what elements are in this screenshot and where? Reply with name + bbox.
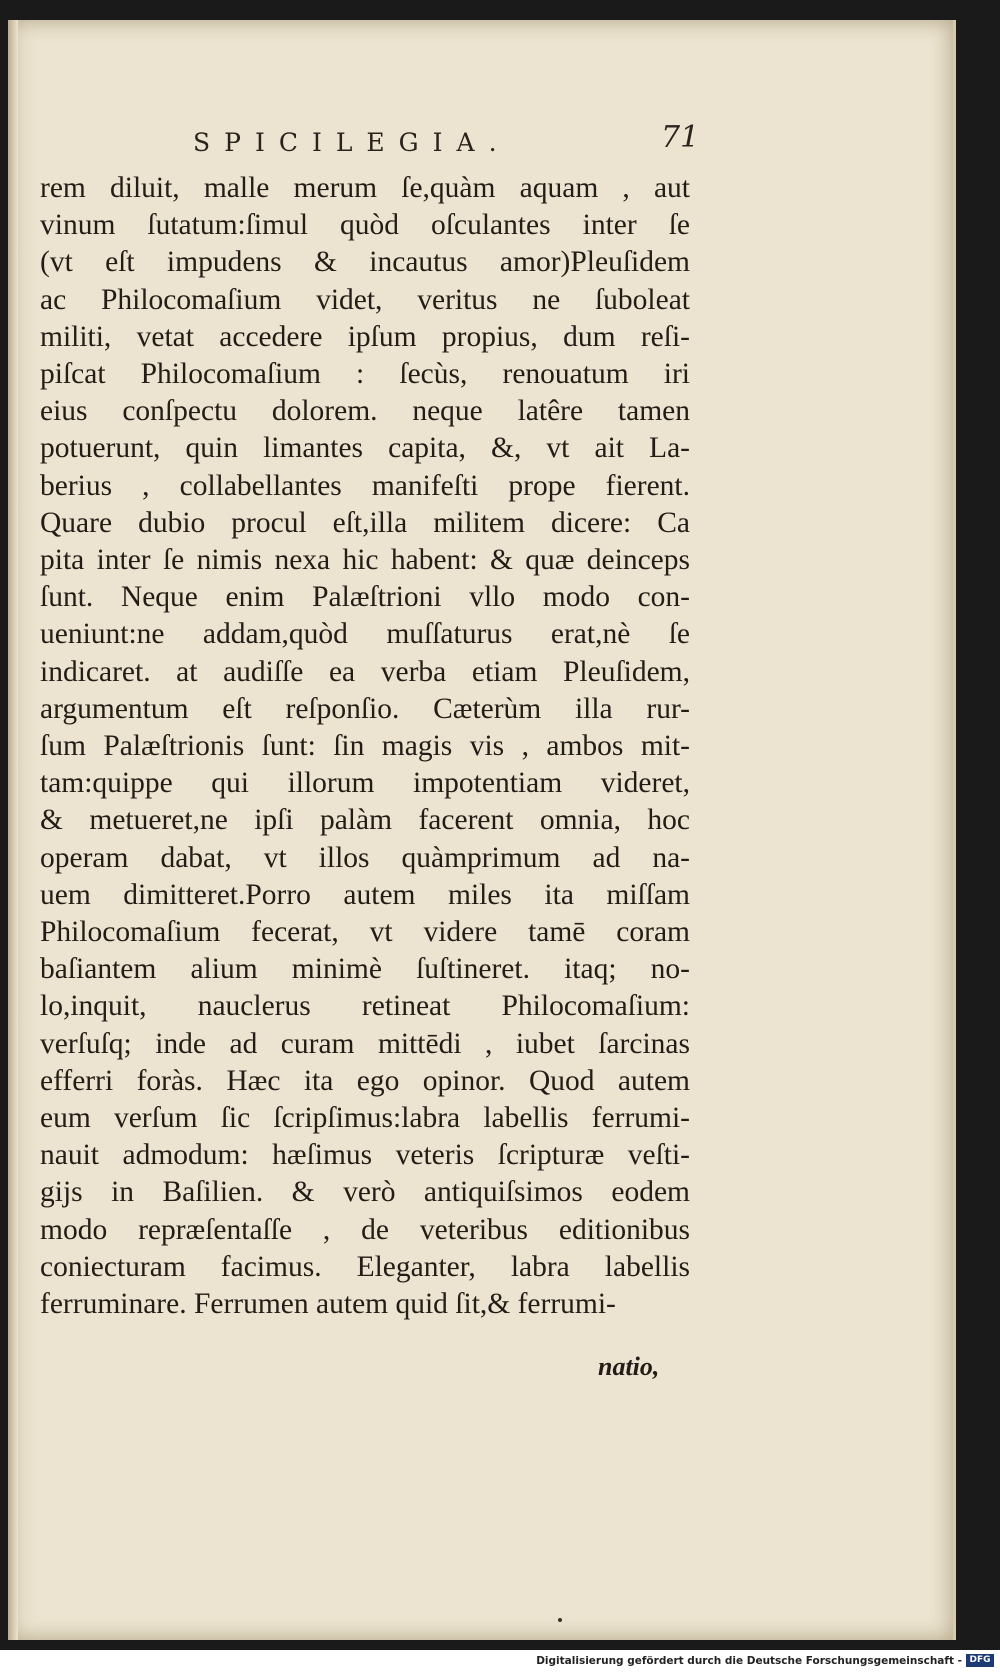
text-line: tam:quippe qui illorum impotentiam videret, bbox=[40, 767, 690, 800]
digitization-footer bbox=[0, 1650, 1000, 1672]
page-number: 71 bbox=[661, 120, 700, 155]
body-text bbox=[40, 170, 690, 1323]
text-line: potuerunt, quin limantes capita, &, vt ait La- bbox=[40, 432, 690, 465]
catchword: natio, bbox=[598, 1352, 660, 1381]
text-line: vinum ſutatum:ſimul quòd oſculantes inter ſe bbox=[40, 209, 690, 242]
text-line: operam dabat, vt illos quàmprimum ad na- bbox=[40, 841, 690, 874]
text-line: Quare dubio procul eſt,illa militem dicere: Ca bbox=[40, 506, 690, 539]
running-head: SPICILEGIA. bbox=[193, 128, 511, 157]
page-gutter-shadow bbox=[8, 20, 18, 1640]
funding-credit: Digitalisierung gefördert durch die Deutsche Forschungsgemeinschaft - bbox=[536, 1655, 962, 1667]
text-line: & metueret,ne ipſi palàm facerent omnia, hoc bbox=[40, 804, 690, 837]
text-line: lo,inquit, nauclerus retineat Philocomaſium: bbox=[40, 990, 690, 1023]
text-line: rem diluit, malle merum ſe,quàm aquam , aut bbox=[40, 172, 690, 204]
text-line: militi, vetat accedere ipſum propius, dum reſi- bbox=[40, 320, 690, 353]
text-line: modo repræſentaſſe , de veteribus editionibus bbox=[40, 1213, 690, 1246]
text-line: eius conſpectu dolorem. neque latêre tamen bbox=[40, 395, 690, 428]
text-line: gijs in Baſilien. & verò antiquiſsimos eodem bbox=[40, 1176, 690, 1209]
book-page bbox=[8, 20, 956, 1640]
text-line: berius , collabellantes manifeſti prope fierent. bbox=[40, 469, 690, 502]
text-line: efferri foràs. Hæc ita ego opinor. Quod autem bbox=[40, 1064, 690, 1097]
ink-spot bbox=[558, 1618, 562, 1622]
text-line: coniecturam facimus. Eleganter, labra labellis bbox=[40, 1250, 690, 1283]
text-line: piſcat Philocomaſium : ſecùs, renouatum iri bbox=[40, 358, 690, 391]
text-line: eum verſum ſic ſcripſimus:labra labellis ferrumi- bbox=[40, 1102, 690, 1135]
text-line: baſiantem alium minimè ſuſtineret. itaq; no- bbox=[40, 953, 690, 986]
text-line: argumentum eſt reſponſio. Cæterùm illa rur- bbox=[40, 692, 690, 725]
text-line: ferruminare. Ferrumen autem quid ſit,& ferrumi- bbox=[40, 1288, 616, 1321]
dfg-logo-icon: DFG bbox=[966, 1654, 994, 1667]
text-line: (vt eſt impudens & incautus amor)Pleuſidem bbox=[40, 246, 690, 279]
text-line: verſuſq; inde ad curam mittēdi , iubet ſarcinas bbox=[40, 1027, 690, 1060]
text-line: uem dimitteret.Porro autem miles ita miſſam bbox=[40, 878, 690, 911]
text-line: ac Philocomaſium videt, veritus ne ſuboleat bbox=[40, 283, 690, 316]
text-line: nauit admodum: hæſimus veteris ſcripturæ veſti- bbox=[40, 1139, 690, 1172]
text-line: indicaret. at audiſſe ea verba etiam Pleuſidem, bbox=[40, 655, 690, 688]
text-line: ſunt. Neque enim Palæſtrioni vllo modo con- bbox=[40, 581, 690, 614]
text-line: ueniunt:ne addam,quòd muſſaturus erat,nè ſe bbox=[40, 618, 690, 651]
text-line: ſum Palæſtrionis ſunt: ſin magis vis , ambos mit- bbox=[40, 730, 690, 763]
text-line: Philocomaſium fecerat, vt videre tamē coram bbox=[40, 916, 690, 949]
text-line: pita inter ſe nimis nexa hic habent: & quæ deinceps bbox=[40, 544, 690, 577]
